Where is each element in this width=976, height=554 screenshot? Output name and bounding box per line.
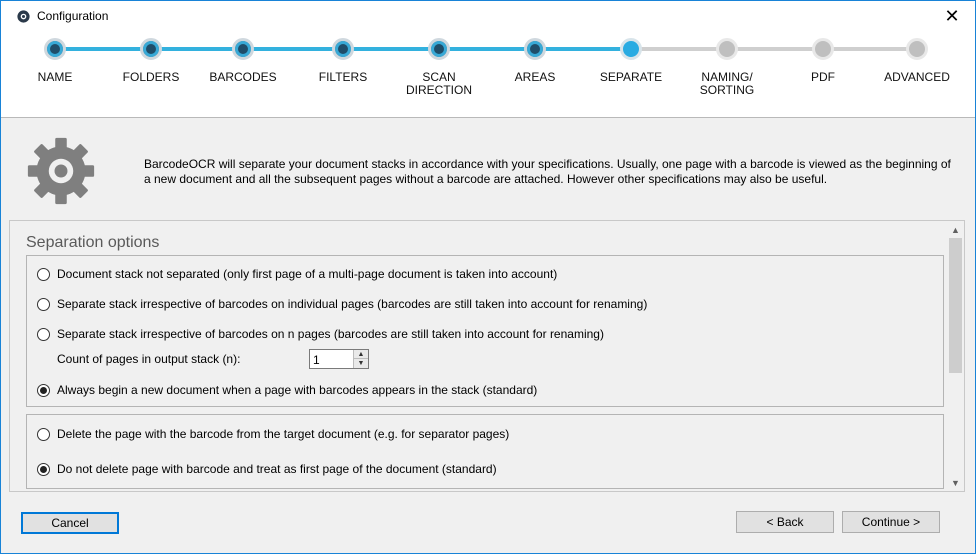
radio-label: Delete the page with the barcode from the target document (e.g. for separator pages) — [57, 427, 510, 441]
close-icon: ✕ — [944, 5, 960, 26]
options-scroll-panel — [9, 220, 965, 492]
radio-separate-n-pages[interactable] — [37, 327, 604, 341]
page-count-row — [57, 352, 240, 366]
step-scan-direction[interactable] — [384, 31, 494, 101]
step-label: NAMING/ SORTING — [699, 70, 755, 97]
step-indicator-icon — [716, 38, 738, 60]
radio-delete-barcode-page[interactable] — [37, 427, 509, 441]
radio-button[interactable] — [37, 463, 50, 476]
step-barcodes[interactable] — [188, 31, 298, 101]
stepper-down-arrow-icon[interactable]: ▼ — [354, 359, 368, 368]
app-gear-icon — [16, 9, 31, 24]
radio-keep-barcode-page[interactable] — [37, 462, 497, 476]
step-name[interactable] — [0, 31, 110, 101]
step-indicator-icon — [620, 38, 642, 60]
radio-button[interactable] — [37, 268, 50, 281]
step-indicator-icon — [44, 38, 66, 60]
step-label: SCAN DIRECTION — [406, 70, 472, 97]
radio-button[interactable] — [37, 384, 50, 397]
step-label: AREAS — [514, 70, 556, 84]
step-label: ADVANCED — [884, 70, 950, 84]
cancel-button[interactable]: Cancel — [21, 512, 119, 534]
info-panel — [1, 118, 975, 218]
stepper-buttons — [353, 350, 368, 368]
radio-separate-each-page[interactable] — [37, 297, 647, 311]
step-filters[interactable] — [288, 31, 398, 101]
step-areas[interactable] — [480, 31, 590, 101]
step-naming-sorting[interactable] — [672, 31, 782, 101]
radio-no-separation[interactable] — [37, 267, 557, 281]
section-title: Separation options — [26, 234, 160, 251]
step-indicator-icon — [332, 38, 354, 60]
scroll-down-arrow-icon[interactable]: ▼ — [951, 477, 960, 488]
step-separate[interactable] — [576, 31, 686, 101]
step-label: SEPARATE — [599, 70, 663, 84]
radio-button[interactable] — [37, 328, 50, 341]
radio-button[interactable] — [37, 428, 50, 441]
step-indicator-icon — [428, 38, 450, 60]
scroll-up-arrow-icon[interactable]: ▲ — [951, 224, 960, 235]
step-label: NAME — [37, 70, 73, 84]
step-indicator-icon — [906, 38, 928, 60]
barcode-page-group — [26, 414, 944, 489]
radio-button[interactable] — [37, 298, 50, 311]
radio-label: Separate stack irrespective of barcodes on individual pages (barcodes are still taken into account for renaming) — [57, 297, 648, 311]
vertical-scrollbar[interactable] — [947, 221, 964, 491]
step-indicator-icon — [232, 38, 254, 60]
radio-new-document-on-barcode[interactable] — [37, 383, 537, 397]
step-indicator-icon — [140, 38, 162, 60]
title-bar — [1, 1, 975, 31]
radio-label: Do not delete page with barcode and treat as first page of the document (standard) — [57, 462, 497, 476]
radio-label: Separate stack irrespective of barcodes on n pages (barcodes are still taken into account for renaming) — [57, 327, 604, 341]
info-description: BarcodeOCR will separate your document stacks in accordance with your specifications. Usually, one page with a barcode is viewed as the beginning of a new document and all the subsequent pages without a barcode are attached. However other specifications may also be useful. — [144, 157, 951, 186]
step-label: BARCODES — [209, 70, 277, 84]
step-indicator-icon — [812, 38, 834, 60]
gear-icon — [25, 135, 97, 207]
continue-button[interactable]: Continue > — [842, 511, 940, 533]
back-button[interactable]: < Back — [736, 511, 834, 533]
step-label: FILTERS — [318, 70, 368, 84]
page-count-input[interactable]: 1 — [313, 353, 320, 367]
stepper-up-arrow-icon[interactable]: ▲ — [354, 350, 368, 359]
window-title: Configuration — [37, 9, 109, 23]
separation-mode-group — [26, 255, 944, 407]
scroll-thumb[interactable] — [949, 238, 962, 373]
step-label: FOLDERS — [122, 70, 180, 84]
page-count-stepper[interactable] — [309, 349, 369, 369]
step-advanced[interactable] — [862, 31, 972, 101]
close-button[interactable] — [929, 1, 975, 31]
wizard-steps — [1, 31, 975, 117]
step-label: PDF — [811, 70, 835, 84]
radio-label: Always begin a new document when a page with barcodes appears in the stack (standard) — [57, 383, 538, 397]
page-count-label: Count of pages in output stack (n): — [57, 352, 241, 366]
step-indicator-icon — [524, 38, 546, 60]
radio-label: Document stack not separated (only first page of a multi-page document is taken into account) — [57, 267, 558, 281]
footer — [1, 493, 975, 553]
